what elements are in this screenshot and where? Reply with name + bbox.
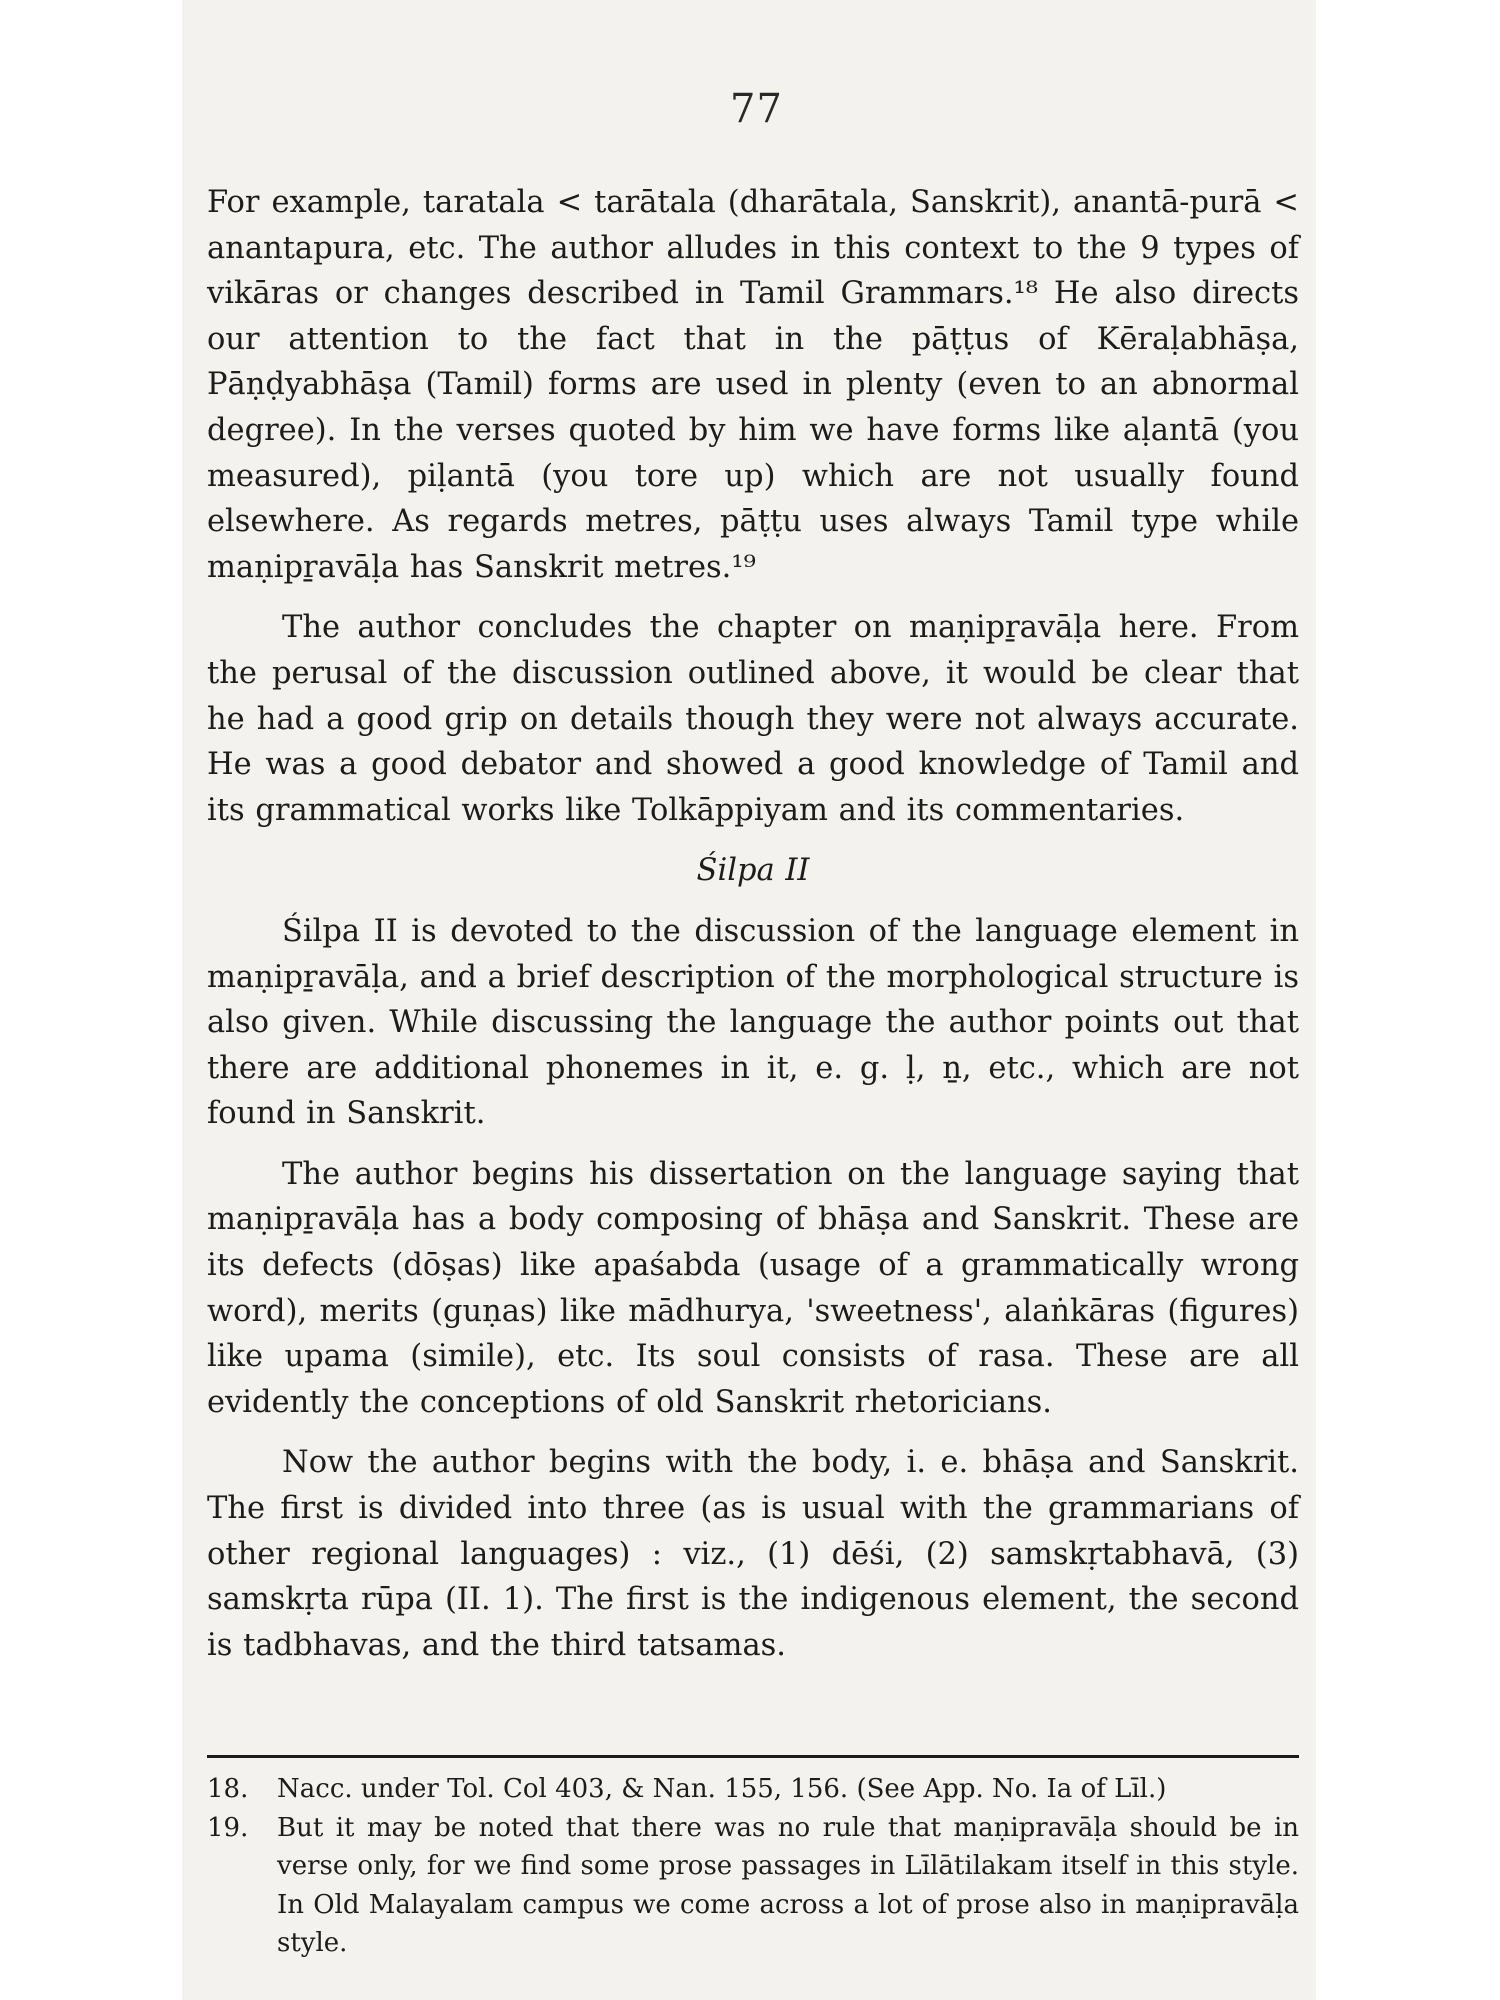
paragraph: For example, taratala < tarātala (dharātala, Sanskrit), anantā-purā < anantapura, etc. The author alludes in this context to the 9 types of vikāras or changes described in Tamil Grammars.¹⁸ He also directs our attention to the fact that in the pāṭṭus of Kēraḷabhāṣa, Pāṇḍyabhāṣa (Tamil) forms are used in plenty (even to an abnormal degree). In the verses quoted by him we have forms like aḷantā (you measured), piḷantā (you tore up) which are not usually found elsewhere. As regards metres, pāṭṭu uses always Tamil type while maṇipṟavāḷa has Sanskrit metres.¹⁹	[207, 185, 1299, 585]
paragraph: The author concludes the chapter on maṇipṟavāḷa here. From the perusal of the discussion outlined above, it would be clear that he had a good grip on details though they were not always accurate. He was a good debator and showed a good knowledge of Tamil and its grammatical works like Tolkāppiyam and its commentaries.	[207, 610, 1299, 828]
page-number: 77	[730, 86, 783, 132]
footnote-number: 18.	[207, 1774, 249, 1804]
footnote	[207, 1809, 1299, 1963]
footnote-divider	[207, 1755, 1299, 1758]
footnote-number: 19.	[207, 1812, 249, 1843]
section-heading: Śilpa II	[696, 853, 810, 889]
footnote-text: Nacc. under Tol. Col 403, & Nan. 155, 156. (See App. No. Ia of Līl.)	[277, 1774, 1167, 1804]
paragraph: The author begins his dissertation on the language saying that maṇipṟavāḷa has a body composing of bhāṣa and Sanskrit. These are its defects (dōṣas) like apaśabda (usage of a grammatically wrong word), merits (guṇas) like mādhurya, 'sweetness', alaṅkāras (figures) like upama (simile), etc. Its soul consists of rasa. These are all evidently the conceptions of old Sanskrit rhetoricians.	[207, 1156, 1299, 1420]
footnote-text: But it may be noted that there was no rule that maṇipravāḷa should be in verse only, for we find some prose passages in Līlātilakam itself in this style. In Old Malayalam campus we come across a lot of prose also in maṇipravāḷa style.	[277, 1812, 1299, 1958]
body-text	[207, 180, 1299, 1668]
footnote	[207, 1770, 1299, 1809]
paragraph: Now the author begins with the body, i. e. bhāṣa and Sanskrit. The first is divided into three (as is usual with the grammarians of other regional languages) : viz., (1) dēśi, (2) samskṛtabhavā, (3) samskṛta rūpa (II. 1). The first is the indigenous element, the second is tadbhavas, and the third tatsamas.	[207, 1445, 1299, 1663]
footnotes	[207, 1770, 1299, 1963]
paragraph: Śilpa II is devoted to the discussion of the language element in maṇipṟavāḷa, and a brief description of the morphological structure is also given. While discussing the language the author points out that there are additional phonemes in it, e. g. ḷ, ṉ, etc., which are not found in Sanskrit.	[207, 913, 1299, 1132]
